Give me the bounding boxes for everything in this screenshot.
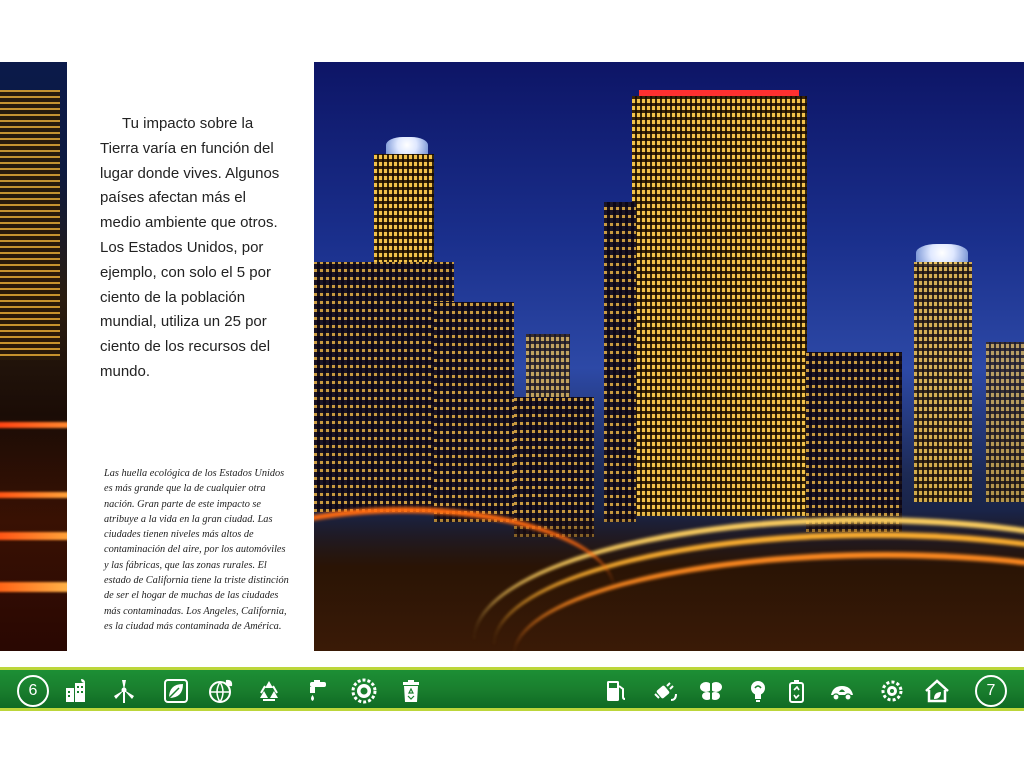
main-text-column: [100, 112, 290, 385]
main-paragraph: Tu impacto sobre la Tierra varía en función del lugar donde vives. Algunos países afectan más el medio ambiente que otros. Los Estados Unidos, por ejemplo, con solo el 5 por ciento de la población mundial, utiliza un 25 por ciento de los recursos del mundo.: [100, 115, 280, 380]
eco-house-icon[interactable]: [922, 676, 952, 706]
flower-gear-icon[interactable]: [877, 676, 907, 706]
battery-recycle-icon[interactable]: [782, 676, 812, 706]
page-number-right[interactable]: 7: [975, 675, 1007, 707]
bottom-nav-bar: [0, 667, 1024, 711]
sun-gear-icon[interactable]: [349, 676, 379, 706]
electric-plug-icon[interactable]: [650, 676, 680, 706]
city-night-photo: [314, 62, 1024, 651]
globe-leaf-icon[interactable]: [206, 676, 236, 706]
butterfly-icon[interactable]: [696, 676, 726, 706]
fuel-pump-icon[interactable]: [601, 676, 631, 706]
city-buildings-icon[interactable]: [61, 676, 91, 706]
leaf-icon[interactable]: [161, 676, 191, 706]
eco-car-icon[interactable]: [827, 676, 857, 706]
wind-turbine-icon[interactable]: [109, 676, 139, 706]
left-page-photo: [0, 62, 67, 651]
lightbulb-icon[interactable]: [743, 676, 773, 706]
recycle-icon[interactable]: [254, 676, 284, 706]
water-tap-icon[interactable]: [302, 676, 332, 706]
page-number-left[interactable]: 6: [17, 675, 49, 707]
photo-caption: Las huella ecológica de los Estados Unidos es más grande que la de cualquier otra nación. Gran parte de este impacto se atribuye a la vida en la gran ciudad. Las ciudades tienen niveles más altos de contaminación del aire, por los automóviles y las fábricas, que las zonas rurales. El estado de California tiene la triste distinción de ser el hogar de muchas de las ciudades más contaminadas. Los Angeles, California, es la ciudad más contaminada de América.: [104, 468, 289, 632]
recycle-bin-icon[interactable]: [396, 676, 426, 706]
